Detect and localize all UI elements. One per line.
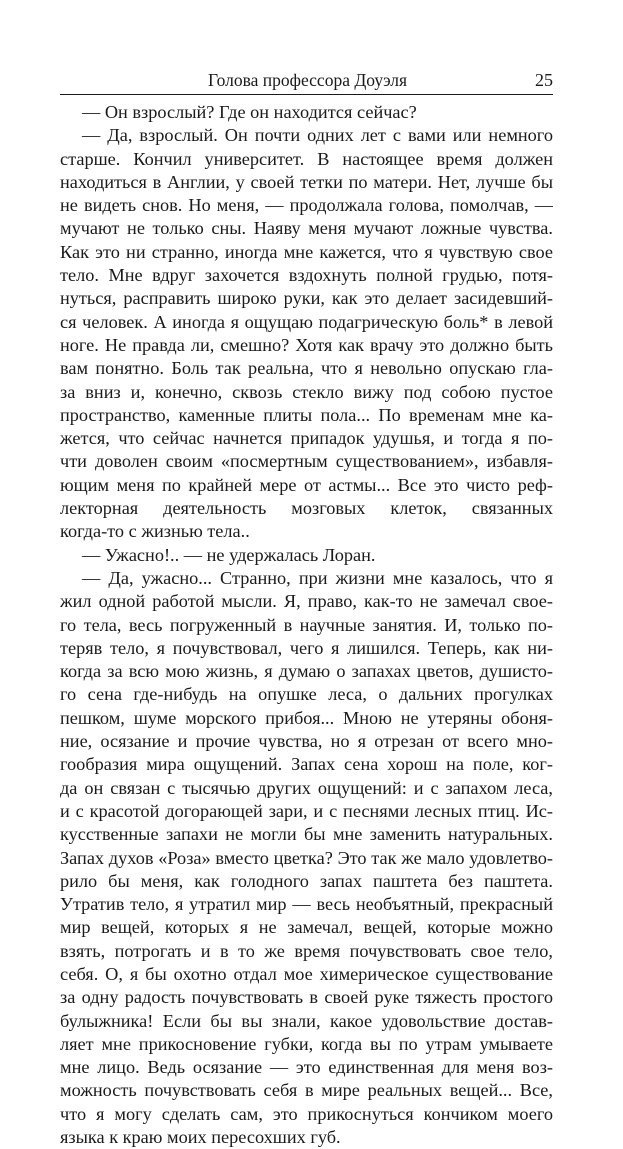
text-line: мир вещей, которых я не замечал, вещей, которые можно bbox=[60, 917, 553, 938]
text-line: за вниз и, конечно, сквозь стекло вижу под собою пустое bbox=[60, 381, 553, 402]
text-line: мне лицо. Ведь осязание — это единственная для меня воз- bbox=[60, 1057, 553, 1078]
text-line: вам понятно. Боль так реальна, что я невольно опускаю гла- bbox=[60, 358, 553, 379]
text-line: тело. Мне вдруг захочется вздохнуть полной грудью, потя- bbox=[60, 265, 553, 286]
text-line: языка к краю моих пересохших губ. bbox=[60, 1127, 341, 1148]
page-header bbox=[60, 70, 553, 94]
text-line: — Ужасно!.. — не удержалась Лоран. bbox=[82, 544, 376, 565]
text-line: теряв тело, я почувствовал, чего я лишился. Теперь, как ни- bbox=[60, 637, 553, 658]
text-line: го тела, весь погруженный в научные занятия. И, только по- bbox=[60, 614, 553, 635]
text-line: когда-то с жизнью тела.. bbox=[60, 521, 250, 542]
text-line: Запах духов «Роза» вместо цветка? Это так же мало удовлетво- bbox=[60, 847, 553, 868]
text-line: го сена где-нибудь на опушке леса, о дальних прогулках bbox=[60, 684, 553, 705]
text-line: взять, потрогать и в то же время почувствовать свое тело, bbox=[60, 940, 553, 961]
text-line: мучают не только сны. Наяву меня мучают ложные чувства. bbox=[60, 218, 553, 239]
text-line: булыжника! Если бы вы знали, какое удовольствие достав- bbox=[60, 1010, 553, 1031]
text-line: ляет мне прикосновение губки, когда вы по утрам умываете bbox=[60, 1033, 553, 1054]
text-line: Утратив тело, я утратил мир — весь необъятный, прекрасный bbox=[60, 894, 553, 915]
text-line: ся человек. А иногда я ощущаю подагрическую боль* в левой bbox=[60, 311, 553, 332]
text-line: пространство, каменные плиты пола... По временам мне ка- bbox=[60, 404, 553, 425]
text-line: за одну радость почувствовать в своей руке тяжесть простого bbox=[60, 987, 553, 1008]
text-line: не видеть снов. Но меня, — продолжала голова, помолчав, — bbox=[60, 195, 553, 216]
text-line: когда за всю мою жизнь, я думаю о запахах цветов, душисто- bbox=[60, 661, 553, 682]
text-line: — Да, ужасно... Странно, при жизни мне казалось, что я bbox=[82, 567, 553, 588]
text-line: себя. О, я бы охотно отдал мое химерическое существование bbox=[60, 963, 553, 984]
text-line: ющим меня по крайней мере от астмы... Все это чисто реф- bbox=[60, 474, 553, 495]
text-line: лекторная деятельность мозговых клеток, связанных bbox=[60, 498, 553, 519]
header-rule bbox=[60, 94, 553, 95]
body-text bbox=[60, 101, 553, 1149]
text-line: да он связан с тысячью других ощущений: и с запахом леса, bbox=[60, 777, 553, 798]
running-title: Голова профессора Доуэля bbox=[208, 70, 408, 90]
text-line: гообразия мира ощущений. Запах сена хорош на поле, ког- bbox=[60, 754, 553, 775]
text-line: старше. Кончил университет. В настоящее время должен bbox=[60, 148, 553, 169]
text-line: ноге. Не правда ли, смешно? Хотя как врачу это должно быть bbox=[60, 334, 553, 355]
text-line: нуться, расправить широко руки, как это делает засидевший- bbox=[60, 288, 553, 309]
page-number: 25 bbox=[535, 70, 553, 90]
text-line: Как это ни странно, иногда мне кажется, что я чувствую свое bbox=[60, 241, 553, 262]
text-line: кусственные запахи не могли бы мне заменить натуральных. bbox=[60, 824, 553, 845]
text-line: и с красотой догорающей зари, и с песнями лесных птиц. Ис- bbox=[60, 800, 553, 821]
text-line: — Да, взрослый. Он почти одних лет с вами или немного bbox=[82, 125, 553, 146]
text-line: находиться в Англии, у своей тетки по матери. Нет, лучше бы bbox=[60, 171, 553, 192]
text-line: жется, что сейчас начнется припадок удушья, и тогда я по- bbox=[60, 428, 553, 449]
text-line: — Он взрослый? Где он находится сейчас? bbox=[82, 102, 417, 122]
text-line: можность почувствовать себя в мире реальных вещей... Все, bbox=[60, 1080, 553, 1101]
text-line: что я могу сделать сам, это прикоснуться кончиком моего bbox=[60, 1103, 553, 1124]
text-line: жил одной работой мысли. Я, право, как-то не замечал свое- bbox=[60, 591, 553, 612]
text-line: пешком, шуме морского прибоя... Мною не утеряны обоня- bbox=[60, 707, 553, 728]
text-line: чти доволен своим «посмертным существованием», избавля- bbox=[60, 451, 553, 472]
text-line: рило бы меня, как голодного запах паштета без паштета. bbox=[60, 870, 553, 891]
text-line: ние, осязание и прочие чувства, но я отрезан от всего мно- bbox=[60, 731, 553, 752]
